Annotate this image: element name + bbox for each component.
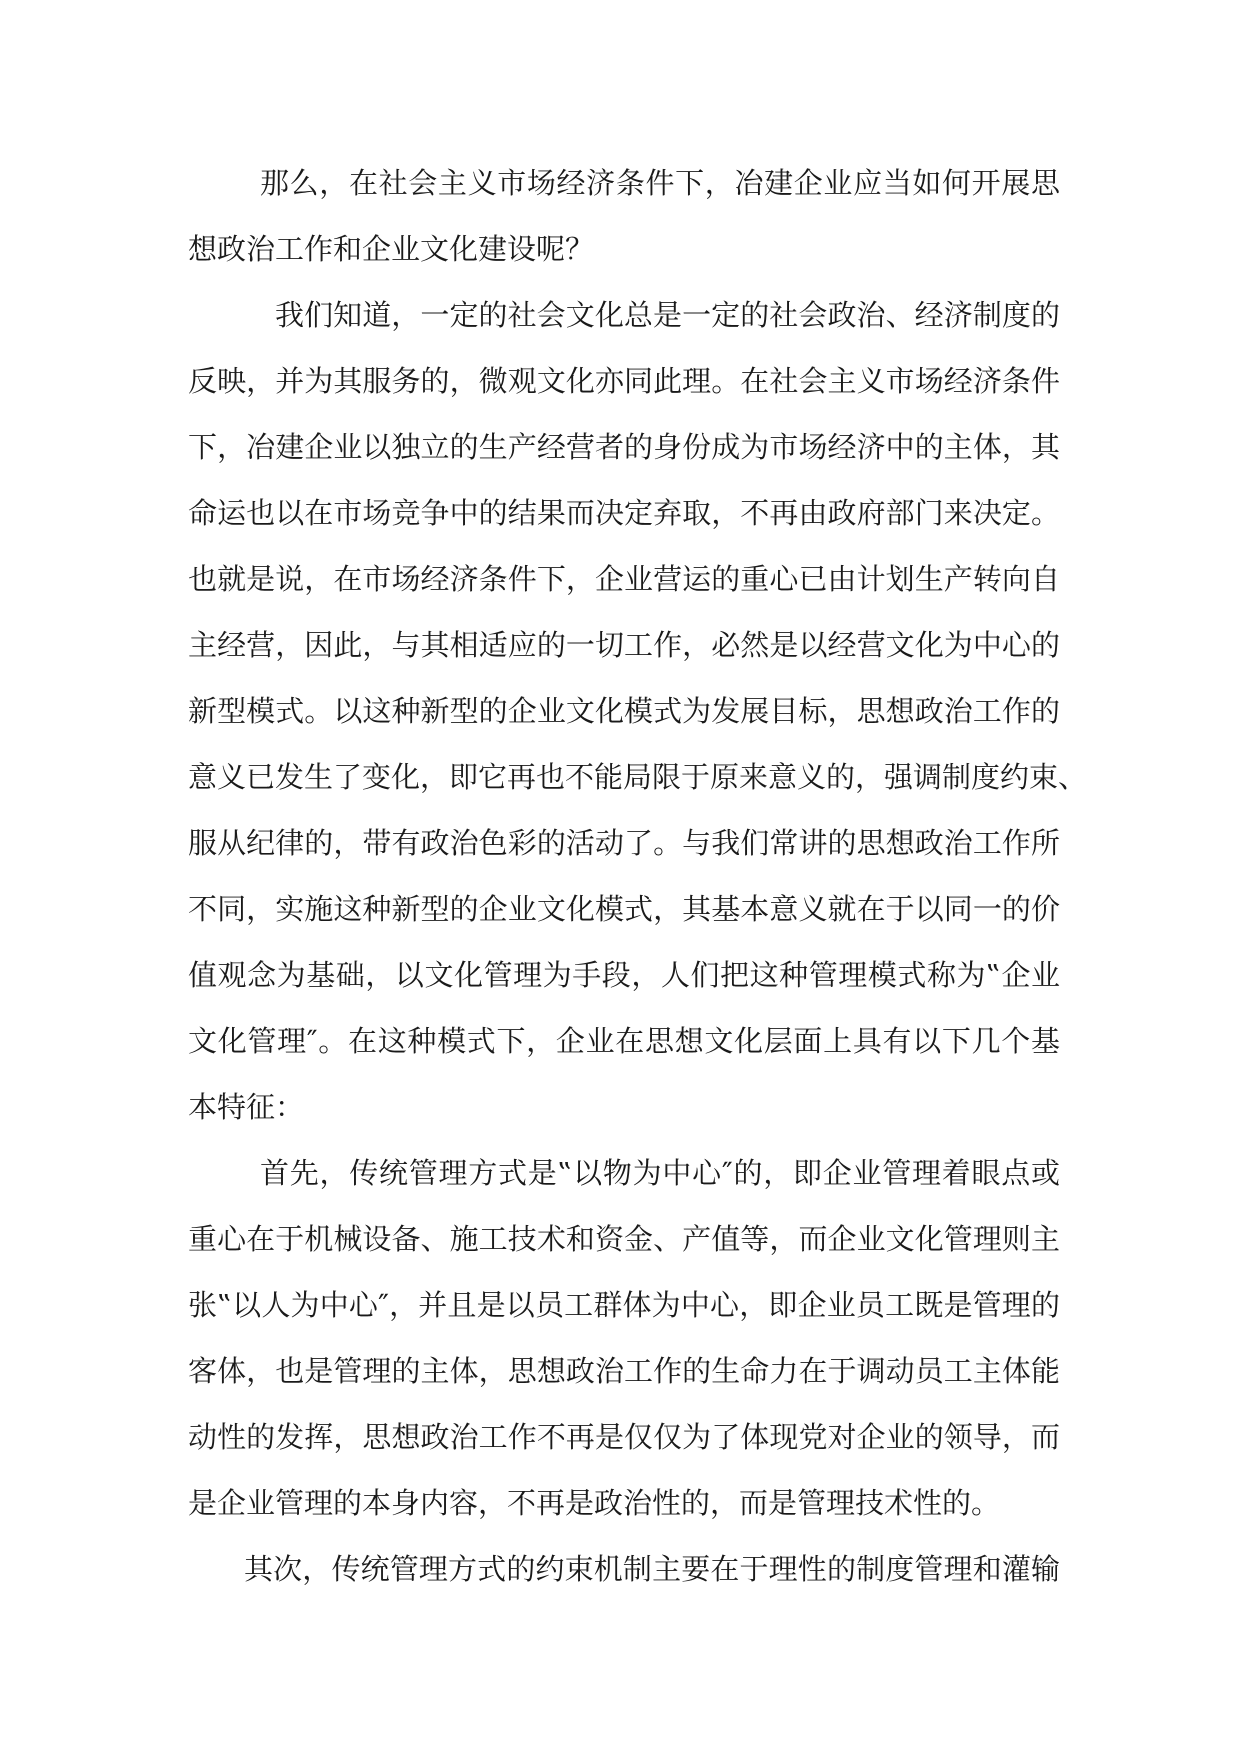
- text-line: 也就是说，在市场经济条件下，企业营运的重心已由计划生产转向自: [188, 562, 1060, 596]
- text-line: 其次，传统管理方式的约束机制主要在于理性的制度管理和灌输: [244, 1552, 1060, 1586]
- text-line: 客体，也是管理的主体，思想政治工作的生命力在于调动员工主体能: [188, 1354, 1060, 1388]
- text-line: 动性的发挥，思想政治工作不再是仅仅为了体现党对企业的领导，而: [188, 1420, 1060, 1454]
- text-line: 我们知道，一定的社会文化总是一定的社会政治、经济制度的: [275, 298, 1060, 332]
- text-line: 本特征：: [188, 1090, 305, 1124]
- text-line: 文化管理″。在这种模式下，企业在思想文化层面上具有以下几个基: [188, 1024, 1060, 1058]
- text-line: 命运也以在市场竞争中的结果而决定弃取，不再由政府部门来决定。: [188, 496, 1060, 530]
- text-line: 重心在于机械设备、施工技术和资金、产值等，而企业文化管理则主: [188, 1222, 1060, 1256]
- text-line: 反映，并为其服务的，微观文化亦同此理。在社会主义市场经济条件: [188, 364, 1060, 398]
- text-line: 不同，实施这种新型的企业文化模式，其基本意义就在于以同一的价: [188, 892, 1060, 926]
- text-line: 新型模式。以这种新型的企业文化模式为发展目标，思想政治工作的: [188, 694, 1060, 728]
- text-line: 主经营，因此，与其相适应的一切工作，必然是以经营文化为中心的: [188, 628, 1060, 662]
- text-line: 下，冶建企业以独立的生产经营者的身份成为市场经济中的主体，其: [188, 430, 1060, 464]
- text-line: 是企业管理的本身内容，不再是政治性的，而是管理技术性的。: [188, 1486, 1001, 1520]
- text-line: 想政治工作和企业文化建设呢？: [188, 232, 595, 266]
- text-line: 那么，在社会主义市场经济条件下，冶建企业应当如何开展思: [260, 166, 1060, 200]
- text-line: 首先，传统管理方式是‟以物为中心″的，即企业管理着眼点或: [260, 1156, 1060, 1190]
- text-line: 服从纪律的，带有政治色彩的活动了。与我们常讲的思想政治工作所: [188, 826, 1060, 860]
- text-line: 张‟以人为中心″，并且是以员工群体为中心，即企业员工既是管理的: [188, 1288, 1060, 1322]
- text-line: 意义已发生了变化，即它再也不能局限于原来意义的，强调制度约束、: [188, 760, 1088, 794]
- text-line: 值观念为基础，以文化管理为手段，人们把这种管理模式称为‟企业: [188, 958, 1060, 992]
